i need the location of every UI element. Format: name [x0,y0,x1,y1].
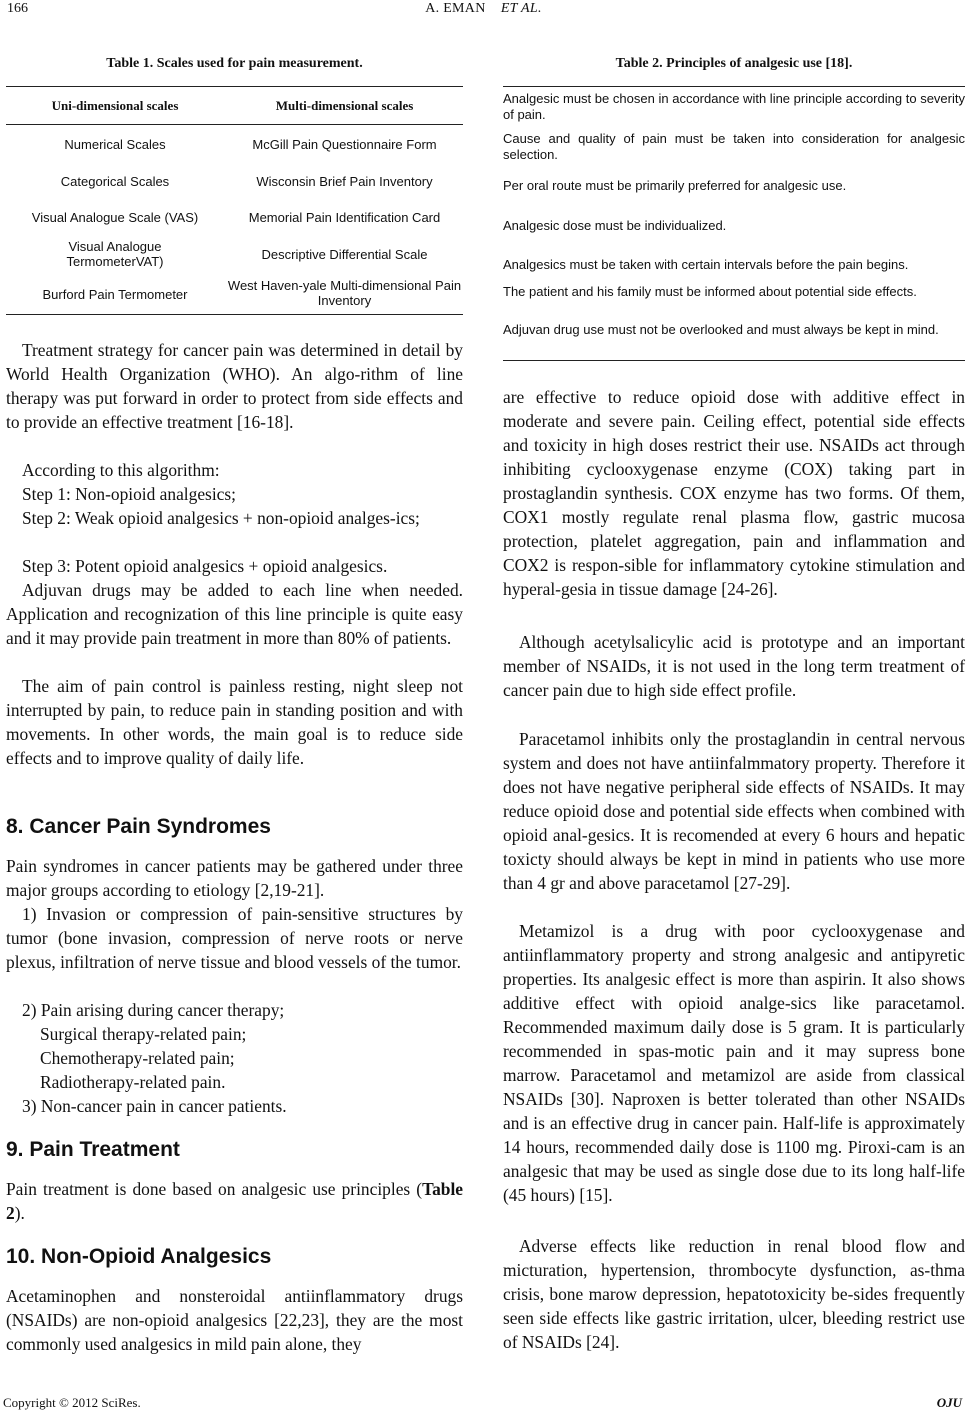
table-reference-link[interactable]: Table 2 [6,1179,463,1223]
paragraph [6,1177,463,1225]
table1-cell: Numerical Scales [64,136,166,152]
table2-row: Cause and quality of pain must be taken into consideration for analgesic selection. [503,131,965,162]
page-number: 166 [7,1,28,16]
table2-row: Adjuvan drug use must not be overlooked and must always be kept in mind. [503,322,939,337]
paragraph-text: ). [14,1203,25,1223]
paragraph: Step 3: Potent opioid analgesics + opioid analgesics. [22,556,388,576]
paragraph: are effective to reduce opioid dose with additive effect in moderate and severe pain. Ceiling effect, potential side effects and toxicity in high doses restrict their use. NSAIDs act through inhibiting cyclooxygenase enzyme (COX) taking part in prostaglandin synthesis. COX enzyme has two forms. Of them, COX1 mostly regulate renal plasma flow, gastric mucosa protection, platelet aggregation, pain and inflammation and COX2 is respon-sible for inflammatory cytokine stimulation and hyperal-gesia in tissue damage [24-26]. [503,387,965,599]
list-item: Radiotherapy-related pain. [40,1072,226,1092]
paragraph: Adverse effects like reduction in renal blood flow and micturation, hypertension, thrombocyte dysfunction, as-thma crisis, bone marow depression, hepatotoxicity be-sides frequently seen side effects like gastric irritation, ulcer, bleeding restrict use of NSAIDs [24]. [503,1236,965,1352]
running-header-authors [0,1,967,17]
table1-cell: McGill Pain Questionnaire Form [252,136,437,152]
table1-cell: Memorial Pain Identification Card [248,209,441,225]
paragraph: Metamizol is a drug with poor cyclooxygenase and antiinflammatory property and strong analgesic and antipyretic properties. Its analgesic effect is more than aspirin. It also shows additive effect with opioid analge-sics like paracetamol. Recommended maximum daily dose is 5 gram. It is particularly recommended in spas-motic pain and it may supress bone marrow. Paracetamol and metamizol are aside from classical NSAIDs [30]. Naproxen is better tolerated than other NSAIDs and is an effective drug in cancer pain. Half-life is approximately 14 hours, recommended daily dose is 1100 mg. Piroxi-cam is an analgesic that may be used as single dose due to its long half-life (45 hours) [15]. [503,921,965,1205]
table2-caption: Table 2. Principles of analgesic use [18]. [615,56,853,71]
paragraph-text: Pain treatment is done based on analgesic use principles ( [6,1179,423,1199]
table2-row: The patient and his family must be informed about potential side effects. [503,284,917,299]
paragraph: According to this algorithm: [22,460,220,480]
paragraph: Step 2: Weak opioid analgesics + non-opioid analges-ics; [22,508,420,528]
table1-cell: West Haven-yale Multi-dimensional Pain Inventory [227,278,462,308]
paragraph: The aim of pain control is painless resting, night sleep not interrupted by pain, to reduce pain in standing position and with movements. In other words, the main goal is to reduce side effects and to improve quality of daily life. [6,676,463,768]
table1-caption: Table 1. Scales used for pain measurement. [106,56,363,71]
paragraph: Adjuvan drugs may be added to each line when needed. Application and recognization of this line principle is quite easy and it may provide pain treatment in more than 80% of patients. [6,580,463,648]
paragraph: Pain syndromes in cancer patients may be gathered under three major groups according to etiology [2,19-21]. [6,856,463,900]
table1-bottom-rule [6,314,463,315]
table1-header-multi: Multi-dimensional scales [275,98,414,113]
table2-top-rule [503,86,965,87]
table1-cell: Burford Pain Termometer [42,286,188,302]
section-heading: 8. Cancer Pain Syndromes [6,815,271,838]
table1-top-rule [6,86,463,87]
table1-header-uni: Uni-dimensional scales [51,98,179,113]
table2-row: Analgesic must be chosen in accordance with line principle according to severity of pain. [503,91,965,122]
footer-journal: OJU [936,1395,962,1410]
table2-row: Analgesics must be taken with certain intervals before the pain begins. [503,257,909,272]
section-heading: 10. Non-Opioid Analgesics [6,1245,272,1268]
footer-copyright: Copyright © 2012 SciRes. [3,1395,141,1410]
table1-cell: Descriptive Differential Scale [261,246,428,262]
author-name: A. EMAN [425,1,486,16]
table2-row: Analgesic dose must be individualized. [503,218,727,233]
table1-header-rule [6,124,463,125]
table1-cell: Visual Analogue Scale (VAS) [31,209,199,225]
paragraph: Treatment strategy for cancer pain was determined in detail by World Health Organization (WHO). An algo-rithm of line therapy was put forward in order to protect from side effects and to provide an effective treatment [16-18]. [6,340,463,432]
list-item: 2) Pain arising during cancer therapy; [22,1000,285,1020]
table2-bottom-rule [503,360,965,361]
paragraph: 1) Invasion or compression of pain-sensitive structures by tumor (bone invasion, compression of nerve roots or nerve plexus, infiltration of nerve tissue and blood vessels of the tumor. [6,904,463,972]
paragraph: Paracetamol inhibits only the prostaglandin in central nervous system and does not have antiinfalmmatory property. Therefore it does not have negative peripheral side effects of NSAIDs. It may reduce opioid dose and potential side effects when combined with opioid anal-gesics. It is recomended at every 6 hours and hepatic toxicty should always be kept in mind in patients who use more than 4 gr and above paracetamol [27-29]. [503,729,965,893]
section-heading: 9. Pain Treatment [6,1138,180,1161]
table1-cell: Categorical Scales [60,173,170,189]
table2-row: Per oral route must be primarily preferred for analgesic use. [503,178,847,193]
author-etal: ET AL. [500,1,542,16]
list-item: Chemotherapy-related pain; [40,1048,235,1068]
table1-cell: Visual Analogue TermometerVAT) [66,239,164,269]
list-item: Surgical therapy-related pain; [40,1024,247,1044]
paragraph: Acetaminophen and nonsteroidal antiinflammatory drugs (NSAIDs) are non-opioid analgesics [22,23], they are the most commonly used analgesics in mild pain alone, they [6,1286,463,1354]
table1-cell: Wisconsin Brief Pain Inventory [256,173,433,189]
paragraph: Step 1: Non-opioid analgesics; [22,484,236,504]
list-item: 3) Non-cancer pain in cancer patients. [22,1096,287,1116]
paragraph: Although acetylsalicylic acid is prototype and an important member of NSAIDs, it is not used in the long term treatment of cancer pain due to high side effect profile. [503,632,965,700]
